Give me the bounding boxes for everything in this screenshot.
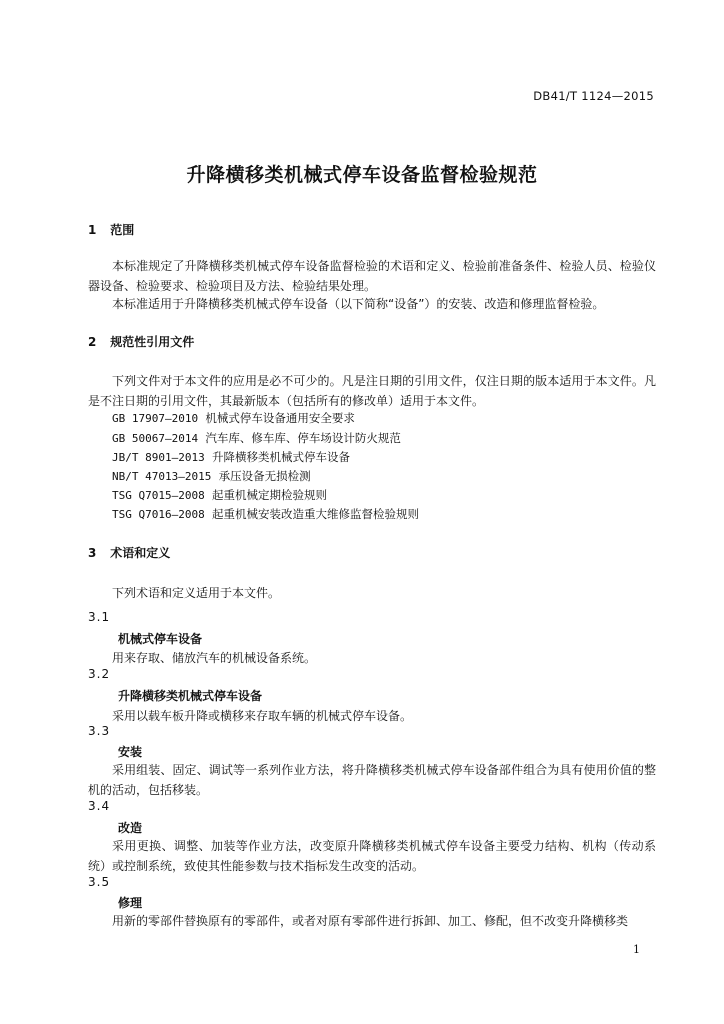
section-1-number: 1 [88, 223, 97, 237]
clause-number: 3.1 [88, 610, 111, 624]
reference-name: 升降横移类机械式停车设备 [212, 450, 351, 464]
reference-item [112, 410, 355, 426]
standard-code: DB41/T 1124—2015 [533, 89, 654, 103]
term-definition: 用来存取、储放汽车的机械设备系统。 [112, 651, 317, 665]
section-2-number: 2 [88, 335, 97, 349]
references-intro: 下列文件对于本文件的应用是必不可少的。凡是注日期的引用文件，仅注日期的版本适用于本文件。凡是不注日期的引用文件，其最新版本（包括所有的修改单）适用于本文件。 [88, 374, 656, 408]
section-2-heading [88, 333, 194, 350]
term-definition: 采用以载车板升降或横移来存取车辆的机械式停车设备。 [112, 709, 413, 723]
clause-number: 3.5 [88, 875, 111, 889]
term-title: 升降横移类机械式停车设备 [118, 689, 263, 703]
reference-item [112, 506, 419, 522]
clause-number: 3.2 [88, 667, 111, 681]
term-title: 改造 [118, 821, 143, 835]
term-title: 修理 [118, 896, 143, 910]
reference-name: 起重机械定期检验规则 [212, 488, 328, 502]
reference-name: 承压设备无损检测 [218, 469, 311, 483]
section-3-title: 术语和定义 [110, 546, 171, 560]
term-definition: 采用组装、固定、调试等一系列作业方法，将升降横移类机械式停车设备部件组合为具有使用价值的整机的活动，包括移装。 [88, 763, 656, 797]
section-3-heading [88, 544, 170, 561]
reference-item [112, 487, 327, 503]
term-definition: 采用更换、调整、加装等作业方法，改变原升降横移类机械式停车设备主要受力结构、机构（传动系统）或控制系统，致使其性能参数与技术指标发生改变的活动。 [88, 839, 656, 873]
document-title: 升降横移类机械式停车设备监督检验规范 [186, 164, 538, 186]
section-1-heading [88, 221, 134, 238]
term-definition: 用新的零部件替换原有的零部件，或者对原有零部件进行拆卸、加工、修配，但不改变升降横移类 [112, 914, 629, 928]
reference-item [112, 430, 401, 446]
clause-number: 3.4 [88, 799, 111, 813]
terms-intro: 下列术语和定义适用于本文件。 [112, 586, 281, 600]
section-2-title: 规范性引用文件 [110, 335, 195, 349]
reference-name: 汽车库、修车库、停车场设计防火规范 [205, 431, 401, 445]
section-1-title: 范围 [110, 223, 135, 237]
term-title: 安装 [118, 745, 143, 759]
page-number: 1 [633, 943, 640, 956]
reference-code: GB 50067—2014 [112, 432, 199, 445]
reference-code: GB 17907—2010 [112, 412, 199, 425]
reference-code: JB/T 8901—2013 [112, 451, 205, 464]
section-3-number: 3 [88, 546, 97, 560]
reference-name: 起重机械安装改造重大维修监督检验规则 [212, 507, 420, 521]
reference-item [112, 449, 350, 465]
term-title: 机械式停车设备 [118, 632, 203, 646]
reference-code: NB/T 47013—2015 [112, 470, 212, 483]
scope-paragraph-2: 本标准适用于升降横移类机械式停车设备（以下简称“设备”）的安装、改造和修理监督检验。 [112, 297, 605, 311]
scope-paragraph-1: 本标准规定了升降横移类机械式停车设备监督检验的术语和定义、检验前准备条件、检验人员、检验仪器设备、检验要求、检验项目及方法、检验结果处理。 [88, 259, 656, 293]
reference-code: TSG Q7016—2008 [112, 508, 205, 521]
clause-number: 3.3 [88, 724, 111, 738]
reference-name: 机械式停车设备通用安全要求 [205, 411, 355, 425]
reference-item [112, 468, 311, 484]
reference-code: TSG Q7015—2008 [112, 489, 205, 502]
